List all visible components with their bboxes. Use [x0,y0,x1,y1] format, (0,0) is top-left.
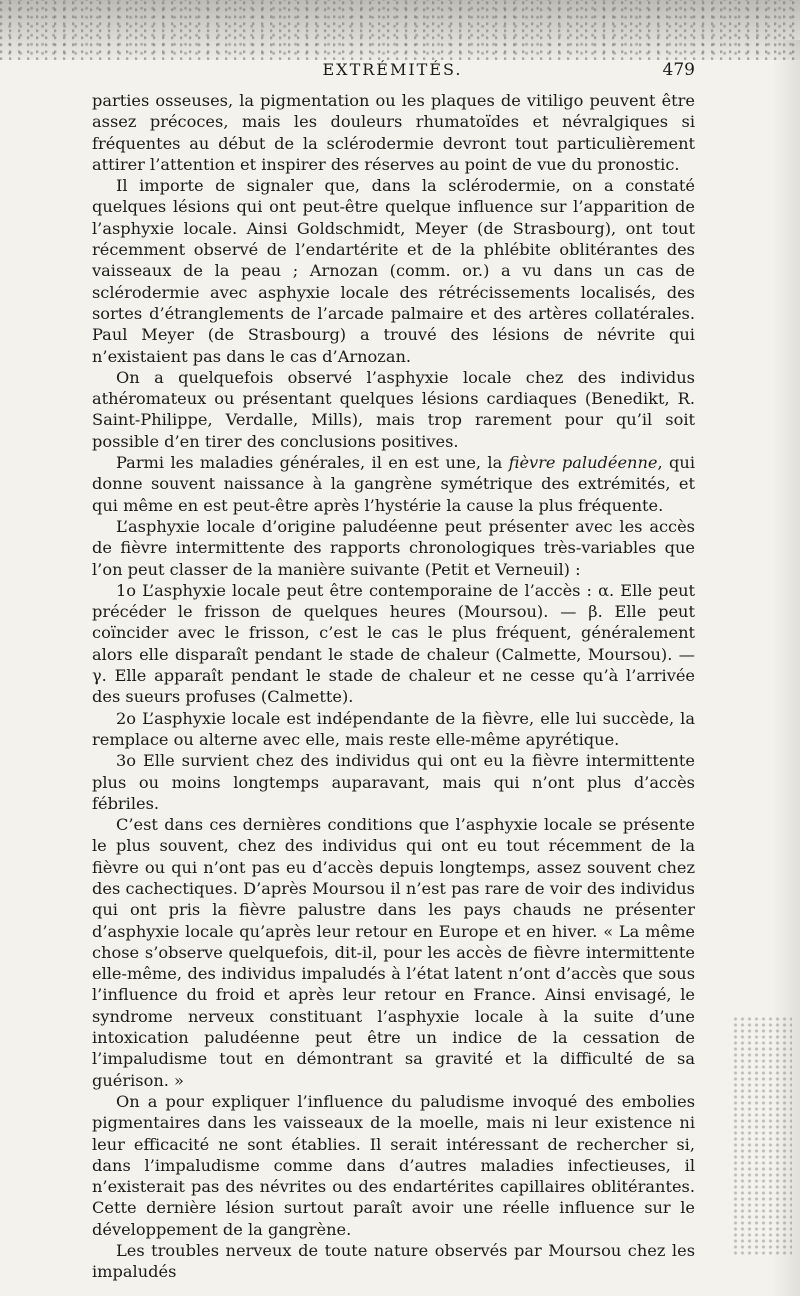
body-text [92,90,695,1283]
scan-specks [732,1016,792,1256]
paragraph: C’est dans ces dernières conditions que l’asphyxie locale se présente le plus souvent, chez des individus qui ont eu tout récemment de la fièvre ou qui n’ont pas eu d’accès depuis longtemps, assez souvent chez des cachectiques. D’après Moursou il n’est pas rare de voir des individus qui ont pris la fièvre palustre dans les pays chauds ne présenter d’asphyxie locale qu’après leur retour en Europe et en hiver. « La même chose s’observe quelquefois, dit-il, pour les accès de fièvre intermittente elle-même, des individus impaludés à l’état latent n’ont d’accès que sous l’influence du froid et après leur retour en France. Ainsi envisagé, le syndrome nerveux constituant l’asphyxie locale à la suite d’une intoxication paludéenne peut être un indice de la cessation de l’impaludisme tout en démontrant sa gravité et la difficulté de sa guérison. » [92,815,695,1090]
paragraph: parties osseuses, la pigmentation ou les plaques de vitiligo peuvent être assez précoces, mais les douleurs rhumatoïdes et névralgiques si fréquentes au début de la sclérodermie devront tout particulièrement attirer l’attention et inspirer des réserves au point de vue du pronostic. [92,91,695,174]
paragraph: On a quelquefois observé l’asphyxie locale chez des individus athéromateux ou présentant quelques lésions cardiaques (Benedikt, R. Saint-Philippe, Verdalle, Mills), mais trop rarement pour qu’il soit possible d’en tirer des conclusions positives. [92,367,695,451]
paragraph: Il importe de signaler que, dans la sclérodermie, on a constaté quelques lésions qui ont peut-être quelque influence sur l’apparition de l’asphyxie locale. Ainsi Goldschmidt, Meyer (de Strasbourg), ont tout récemment observé de l’endartérite et de la phlébite oblitérantes des vaisseaux de la peau ; Arnozan (comm. or.) a vu dans un cas de sclérodermie avec asphyxie locale des rétrécissements localisés, des sortes d’étranglements de l’arcade palmaire et des artères collatérales. Paul Meyer (de Strasbourg) a trouvé des lésions de névrite qui n’existaient pas dans le cas d’Arnozan. [92,176,695,366]
paragraph-fievre [92,452,695,516]
text-run: Parmi les maladies générales, il en est une, la [116,453,509,473]
text-run: , qui donne souvent naissance à la gangrène symétrique des extrémités, et qui même en est peut-être après l’hystérie la cause la plus fréquente. [92,453,695,515]
paragraph: Les troubles nerveux de toute nature observés par Moursou chez les impaludés [92,1241,695,1282]
page-header [90,60,695,88]
list-item: 1o L’asphyxie locale peut être contemporaine de l’accès : α. Elle peut précéder le frisson de quelques heures (Moursou). — β. Elle peut coïncider avec le frisson, c’est le cas le plus fréquent, généralement alors elle disparaît pendant le stade de chaleur (Calmette, Moursou). — γ. Elle apparaît pendant le stade de chaleur et ne cesse qu’à l’arrivée des sueurs profuses (Calmette). [92,580,695,707]
scan-noise-top [0,0,800,60]
list-item: 2o L’asphyxie locale est indépendante de la fièvre, elle lui succède, la remplace ou alterne avec elle, mais reste elle-même apyrétique. [92,708,695,749]
running-head: EXTRÉMITÉS. [322,60,463,79]
list-item: 3o Elle survient chez des individus qui ont eu la fièvre intermittente plus ou moins longtemps auparavant, mais qui n’ont plus d’accès fébriles. [92,751,695,813]
page-number: 479 [662,60,695,80]
paragraph: On a pour expliquer l’influence du paludisme invoqué des embolies pigmentaires dans les vaisseaux de la moelle, mais ni leur existence ni leur efficacité ne sont établies. Il serait intéressant de rechercher si, dans l’impaludisme comme dans d’autres maladies infectieuses, il n’existerait pas des névrites ou des endartérites capillaires oblitérantes. Cette dernière lésion surtout paraît avoir une réelle influence sur le développement de la gangrène. [92,1091,695,1239]
italic-term: fièvre paludéenne [508,453,658,473]
paragraph: L’asphyxie locale d’origine paludéenne peut présenter avec les accès de fièvre intermittente des rapports chronologiques très-variables que l’on peut classer de la manière suivante (Petit et Verneuil) : [92,516,695,579]
